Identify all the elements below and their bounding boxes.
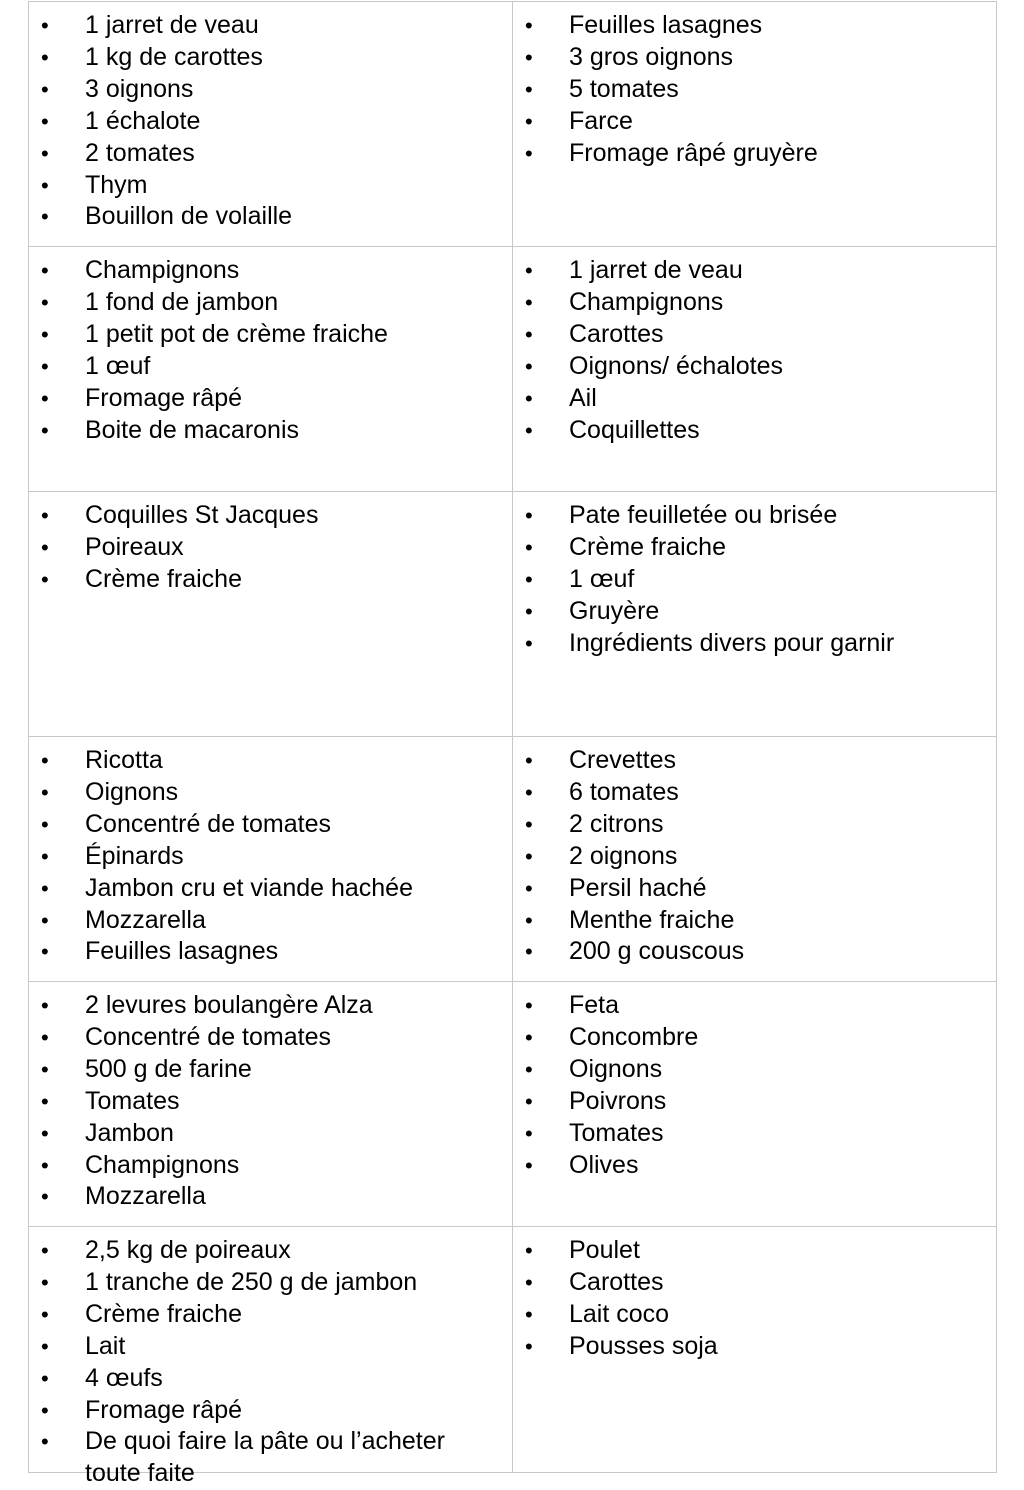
bullet-icon: • — [41, 534, 49, 560]
ingredient-cell — [29, 982, 513, 1226]
list-item — [29, 106, 512, 138]
bullet-icon: • — [525, 993, 533, 1018]
bullet-icon: • — [41, 843, 49, 869]
ingredient-text: Bouillon de volaille — [85, 202, 293, 231]
bullet-icon: • — [525, 1056, 533, 1082]
ingredient-text: 1 œuf — [85, 351, 151, 380]
bullet-icon: • — [41, 566, 49, 592]
ingredient-text: Jambon — [85, 1118, 174, 1147]
list-item — [29, 42, 512, 74]
ingredient-list — [513, 745, 996, 968]
list-item — [29, 1054, 512, 1086]
ingredient-cell — [29, 247, 513, 491]
ingredient-list — [513, 255, 996, 446]
ingredient-cell — [513, 492, 997, 736]
ingredient-cell — [513, 1227, 997, 1472]
table-row — [29, 2, 997, 247]
ingredient-cell — [29, 737, 513, 981]
ingredient-text: 1 petit pot de crème fraiche — [85, 319, 388, 348]
bullet-icon: • — [41, 13, 49, 38]
bullet-icon: • — [41, 993, 49, 1018]
bullet-icon: • — [41, 1056, 49, 1082]
bullet-icon: • — [525, 108, 533, 134]
bullet-icon: • — [525, 1301, 533, 1327]
ingredient-text: 200 g couscous — [569, 937, 745, 966]
list-item — [513, 42, 996, 74]
bullet-icon: • — [525, 44, 533, 70]
ingredient-text: Coquilles St Jacques — [85, 501, 319, 529]
bullet-icon: • — [41, 1365, 49, 1391]
list-item — [29, 319, 512, 351]
list-item — [513, 106, 996, 138]
list-item — [513, 777, 996, 809]
ingredient-text: Poulet — [569, 1236, 640, 1264]
bullet-icon: • — [41, 1184, 49, 1210]
ingredient-text: Olives — [569, 1150, 639, 1179]
table-row — [29, 492, 997, 737]
ingredient-text: 1 œuf — [569, 564, 635, 593]
bullet-icon: • — [525, 1333, 533, 1359]
list-item — [513, 596, 996, 628]
bullet-icon: • — [41, 1333, 49, 1359]
list-item — [513, 1054, 996, 1086]
list-item — [29, 138, 512, 170]
list-item — [513, 1086, 996, 1118]
ingredient-text: Poireaux — [85, 532, 184, 561]
bullet-icon: • — [41, 748, 49, 773]
ingredient-list — [513, 1235, 996, 1363]
list-item — [513, 1299, 996, 1331]
ingredient-text: 3 gros oignons — [569, 42, 734, 71]
bullet-icon: • — [41, 140, 49, 166]
list-item — [29, 500, 512, 532]
list-item — [513, 138, 996, 170]
bullet-icon: • — [41, 1397, 49, 1423]
bullet-icon: • — [41, 321, 49, 347]
list-item — [513, 873, 996, 905]
bullet-icon: • — [525, 13, 533, 38]
ingredient-list — [29, 500, 512, 596]
list-item — [29, 1235, 512, 1267]
ingredient-text: Tomates — [569, 1118, 664, 1147]
ingredient-text: 1 jarret de veau — [85, 11, 259, 39]
bullet-icon: • — [525, 907, 533, 933]
bullet-icon: • — [41, 503, 49, 528]
bullet-icon: • — [41, 1238, 49, 1263]
table-row — [29, 982, 997, 1227]
ingredient-text: 2 levures boulangère Alza — [85, 991, 373, 1019]
ingredient-text: Oignons/ échalotes — [569, 351, 784, 380]
bullet-icon: • — [525, 385, 533, 411]
ingredients-table — [28, 1, 997, 1488]
ingredient-list — [29, 1235, 512, 1490]
ingredient-text: Crevettes — [569, 746, 676, 774]
list-item — [513, 74, 996, 106]
list-item — [513, 990, 996, 1022]
list-item — [29, 74, 512, 106]
ingredient-list — [29, 745, 512, 968]
ingredient-text: Champignons — [569, 287, 724, 316]
list-item — [29, 1118, 512, 1150]
bullet-icon: • — [41, 1269, 49, 1295]
list-item — [29, 905, 512, 937]
bullet-icon: • — [525, 289, 533, 315]
ingredient-text: 5 tomates — [569, 74, 679, 103]
ingredient-text: Concentré de tomates — [85, 1022, 331, 1051]
list-item — [29, 1299, 512, 1331]
ingredient-text: Mozzarella — [85, 1182, 206, 1211]
ingredient-text: 6 tomates — [569, 777, 679, 806]
list-item — [29, 532, 512, 564]
ingredient-text: 1 jarret de veau — [569, 256, 743, 284]
ingredient-text: Ingrédients divers pour garnir — [569, 628, 895, 657]
list-item — [29, 201, 512, 233]
ingredient-text: 2 tomates — [85, 138, 195, 167]
list-item — [29, 383, 512, 415]
ingredient-text: Crème fraiche — [85, 1299, 242, 1328]
list-item — [513, 319, 996, 351]
list-item — [513, 255, 996, 287]
list-item — [513, 1150, 996, 1182]
bullet-icon: • — [41, 779, 49, 805]
bullet-icon: • — [525, 353, 533, 379]
list-item — [29, 1331, 512, 1363]
bullet-icon: • — [41, 875, 49, 901]
ingredient-text: Jambon cru et viande hachée — [85, 873, 413, 902]
ingredient-text: 3 oignons — [85, 74, 194, 103]
list-item — [513, 936, 996, 968]
bullet-icon: • — [525, 939, 533, 965]
bullet-icon: • — [41, 811, 49, 837]
bullet-icon: • — [525, 1238, 533, 1263]
ingredient-text: Lait — [85, 1331, 126, 1360]
list-item — [29, 936, 512, 968]
list-item — [29, 287, 512, 319]
ingredient-cell — [29, 1227, 513, 1488]
ingredient-text: Champignons — [85, 256, 240, 284]
ingredient-text: Boite de macaronis — [85, 415, 300, 444]
list-item — [513, 745, 996, 777]
list-item — [29, 1150, 512, 1182]
ingredient-text: Feuilles lasagnes — [85, 937, 279, 966]
ingredient-text: Coquillettes — [569, 415, 700, 444]
ingredient-text: Feuilles lasagnes — [569, 11, 763, 39]
bullet-icon: • — [525, 566, 533, 592]
ingredient-text: Ricotta — [85, 746, 163, 774]
table-row — [29, 247, 997, 492]
ingredient-text: Tomates — [85, 1086, 180, 1115]
list-item — [29, 415, 512, 447]
bullet-icon: • — [525, 76, 533, 102]
table-row — [29, 737, 997, 982]
bullet-icon: • — [525, 503, 533, 528]
list-item — [513, 532, 996, 564]
list-item — [29, 873, 512, 905]
bullet-icon: • — [525, 630, 533, 656]
list-item — [513, 628, 996, 660]
ingredient-text: Fromage râpé gruyère — [569, 138, 818, 167]
ingredient-cell — [29, 2, 513, 246]
ingredient-text: Oignons — [569, 1054, 663, 1083]
ingredient-text: Carottes — [569, 319, 664, 348]
ingredient-text: Gruyère — [569, 596, 660, 625]
ingredient-text: De quoi faire la pâte ou l’acheter toute faite — [85, 1427, 445, 1488]
list-item — [29, 564, 512, 596]
list-item — [29, 990, 512, 1022]
ingredient-text: 1 échalote — [85, 106, 201, 135]
bullet-icon: • — [525, 1120, 533, 1146]
bullet-icon: • — [41, 76, 49, 102]
bullet-icon: • — [41, 353, 49, 379]
ingredient-cell — [513, 2, 997, 246]
ingredient-cell — [513, 247, 997, 491]
ingredient-list — [513, 10, 996, 170]
list-item — [29, 351, 512, 383]
ingredient-text: Menthe fraiche — [569, 905, 735, 934]
ingredient-text: Pousses soja — [569, 1331, 718, 1360]
bullet-icon: • — [41, 258, 49, 283]
list-item — [513, 351, 996, 383]
ingredient-text: 1 tranche de 250 g de jambon — [85, 1267, 418, 1296]
bullet-icon: • — [41, 939, 49, 965]
ingredient-text: 4 œufs — [85, 1363, 163, 1392]
bullet-icon: • — [41, 1429, 49, 1455]
bullet-icon: • — [41, 1024, 49, 1050]
ingredient-text: 2 citrons — [569, 809, 664, 838]
ingredient-text: Pate feuilletée ou brisée — [569, 501, 838, 529]
list-item — [29, 1426, 485, 1490]
ingredient-text: Ail — [569, 383, 597, 412]
bullet-icon: • — [41, 289, 49, 315]
list-item — [29, 777, 512, 809]
ingredient-text: Mozzarella — [85, 905, 206, 934]
bullet-icon: • — [525, 843, 533, 869]
list-item — [513, 1267, 996, 1299]
bullet-icon: • — [525, 1088, 533, 1114]
ingredient-list — [29, 255, 512, 446]
ingredient-text: Farce — [569, 106, 633, 135]
ingredient-cell — [513, 982, 997, 1226]
bullet-icon: • — [41, 1301, 49, 1327]
list-item — [513, 287, 996, 319]
bullet-icon: • — [525, 321, 533, 347]
list-item — [513, 383, 996, 415]
ingredient-text: Fromage râpé — [85, 383, 243, 412]
list-item — [29, 10, 512, 42]
ingredient-text: Crème fraiche — [85, 564, 242, 593]
ingredient-text: Carottes — [569, 1267, 664, 1296]
bullet-icon: • — [41, 108, 49, 134]
ingredient-text: Thym — [85, 170, 148, 199]
bullet-icon: • — [525, 1269, 533, 1295]
ingredient-text: Poivrons — [569, 1086, 667, 1115]
bullet-icon: • — [525, 811, 533, 837]
bullet-icon: • — [41, 417, 49, 443]
bullet-icon: • — [41, 385, 49, 411]
ingredient-text: Oignons — [85, 777, 179, 806]
list-item — [29, 809, 512, 841]
bullet-icon: • — [41, 1152, 49, 1178]
list-item — [513, 500, 996, 532]
bullet-icon: • — [525, 779, 533, 805]
list-item — [29, 1181, 512, 1213]
list-item — [513, 841, 996, 873]
ingredient-text: Feta — [569, 991, 620, 1019]
bullet-icon: • — [525, 598, 533, 624]
list-item — [513, 564, 996, 596]
bullet-icon: • — [41, 1120, 49, 1146]
list-item — [513, 1118, 996, 1150]
list-item — [29, 1267, 512, 1299]
bullet-icon: • — [41, 172, 49, 198]
bullet-icon: • — [41, 907, 49, 933]
ingredient-text: Crème fraiche — [569, 532, 726, 561]
list-item — [29, 841, 512, 873]
ingredient-text: Fromage râpé — [85, 1395, 243, 1424]
bullet-icon: • — [525, 1152, 533, 1178]
ingredient-text: 500 g de farine — [85, 1054, 252, 1083]
ingredient-list — [513, 990, 996, 1181]
ingredient-text: Persil haché — [569, 873, 707, 902]
ingredient-cell — [513, 737, 997, 981]
table-row — [29, 1227, 997, 1488]
ingredient-text: Lait coco — [569, 1299, 670, 1328]
list-item — [513, 415, 996, 447]
bullet-icon: • — [525, 1024, 533, 1050]
ingredient-text: 2,5 kg de poireaux — [85, 1236, 291, 1264]
list-item — [513, 10, 996, 42]
list-item — [513, 905, 996, 937]
list-item — [29, 1086, 512, 1118]
list-item — [29, 1363, 512, 1395]
bullet-icon: • — [525, 258, 533, 283]
list-item — [513, 809, 996, 841]
list-item — [513, 1331, 996, 1363]
ingredient-text: 1 fond de jambon — [85, 287, 279, 316]
bullet-icon: • — [41, 44, 49, 70]
list-item — [29, 745, 512, 777]
list-item — [29, 170, 512, 202]
ingredient-list — [513, 500, 996, 660]
list-item — [513, 1022, 996, 1054]
list-item — [29, 1395, 512, 1427]
bullet-icon: • — [41, 204, 49, 230]
list-item — [513, 1235, 996, 1267]
bullet-icon: • — [41, 1088, 49, 1114]
ingredient-list — [29, 990, 512, 1213]
ingredient-list — [29, 10, 512, 233]
list-item — [29, 1022, 512, 1054]
ingredient-text: Champignons — [85, 1150, 240, 1179]
bullet-icon: • — [525, 748, 533, 773]
ingredient-text: Épinards — [85, 841, 184, 870]
ingredient-cell — [29, 492, 513, 736]
ingredient-text: Concentré de tomates — [85, 809, 331, 838]
list-item — [29, 255, 512, 287]
ingredient-text: 2 oignons — [569, 841, 678, 870]
ingredient-text: Concombre — [569, 1022, 699, 1051]
bullet-icon: • — [525, 875, 533, 901]
bullet-icon: • — [525, 534, 533, 560]
bullet-icon: • — [525, 140, 533, 166]
bullet-icon: • — [525, 417, 533, 443]
ingredient-text: 1 kg de carottes — [85, 42, 263, 71]
